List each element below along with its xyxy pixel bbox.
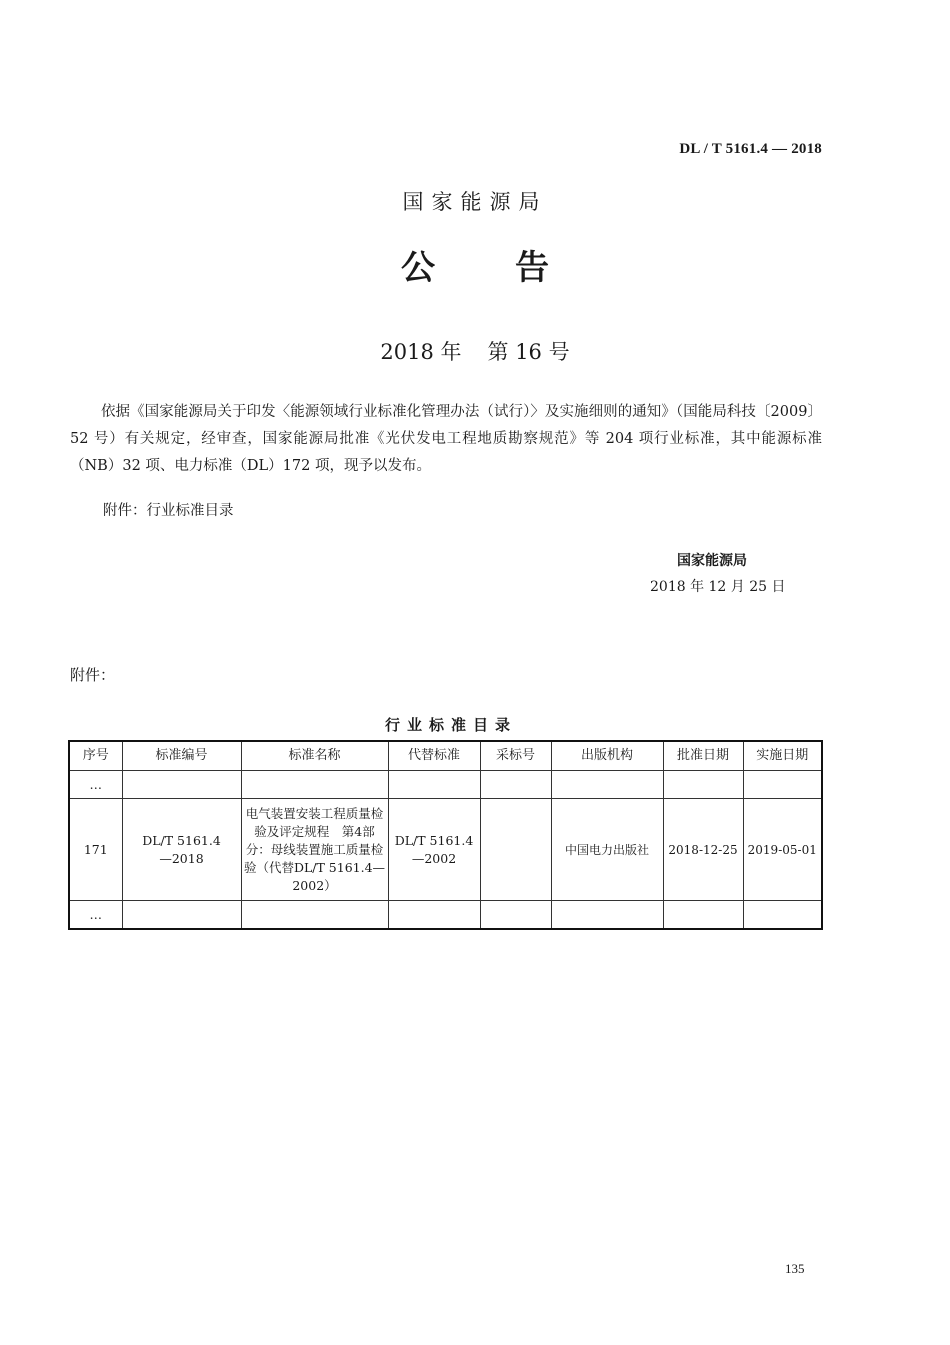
issue-number	[0, 336, 950, 366]
page-number: 135	[785, 1261, 805, 1276]
publisher-cell: 中国电力出版社	[551, 799, 663, 901]
publisher-cell	[551, 901, 663, 930]
appendix-label: 附件：	[70, 666, 116, 684]
document-kind-title: 公告	[401, 248, 629, 288]
issue-year: 2018 年	[380, 340, 462, 364]
seq-cell: …	[69, 901, 122, 930]
column-header: 代替标准	[388, 741, 480, 771]
table-row	[69, 901, 822, 930]
code-cell: DL/T 5161.4—2018	[122, 799, 241, 901]
adoption-cell	[480, 771, 551, 799]
column-header: 采标号	[480, 741, 551, 771]
table-header-row	[69, 741, 822, 771]
column-header: 序号	[69, 741, 122, 771]
name-cell	[241, 771, 388, 799]
approved-date-cell	[663, 771, 743, 799]
column-header: 出版机构	[551, 741, 663, 771]
replaces-cell	[388, 901, 480, 930]
code-cell	[122, 771, 241, 799]
replaces-cell: DL/T 5161.4—2002	[388, 799, 480, 901]
effective-date-cell	[743, 771, 822, 799]
column-header: 标准名称	[241, 741, 388, 771]
seq-cell: …	[69, 771, 122, 799]
standard-code: DL / T 5161.4 — 2018	[679, 141, 822, 157]
effective-date-cell: 2019-05-01	[743, 799, 822, 901]
seq-cell: 171	[69, 799, 122, 901]
catalog-title: 行业标准目录	[384, 716, 517, 734]
name-cell: 电气装置安装工程质量检验及评定规程 第4部分：母线装置施工质量检验（代替DL/T 5161.4—2002）	[241, 799, 388, 901]
code-cell	[122, 901, 241, 930]
adoption-cell	[480, 799, 551, 901]
issuer-title: 国家能源局	[402, 190, 548, 214]
approved-date-cell	[663, 901, 743, 930]
issue-serial: 第 16 号	[487, 340, 570, 364]
approved-date-cell: 2018-12-25	[663, 799, 743, 901]
table-row	[69, 771, 822, 799]
name-cell	[241, 901, 388, 930]
standards-catalog-table	[68, 740, 823, 930]
column-header: 实施日期	[743, 741, 822, 771]
replaces-cell	[388, 771, 480, 799]
column-header: 标准编号	[122, 741, 241, 771]
attachment-line: 附件：行业标准目录	[103, 503, 234, 519]
signature-organization: 国家能源局	[677, 553, 747, 569]
adoption-cell	[480, 901, 551, 930]
table-row	[69, 799, 822, 901]
signature-date: 2018 年 12 月 25 日	[650, 579, 786, 595]
column-header: 批准日期	[663, 741, 743, 771]
publisher-cell	[551, 771, 663, 799]
effective-date-cell	[743, 901, 822, 930]
announcement-body: 依据《国家能源局关于印发〈能源领域行业标准化管理办法（试行）〉及实施细则的通知》（国能局科技〔2009〕52 号）有关规定，经审查，国家能源局批准《光伏发电工程地质勘察规范》等 204 项行业标准，其中能源标准（NB）32 项、电力标准（DL）172 项，现予以发布。	[70, 404, 822, 474]
